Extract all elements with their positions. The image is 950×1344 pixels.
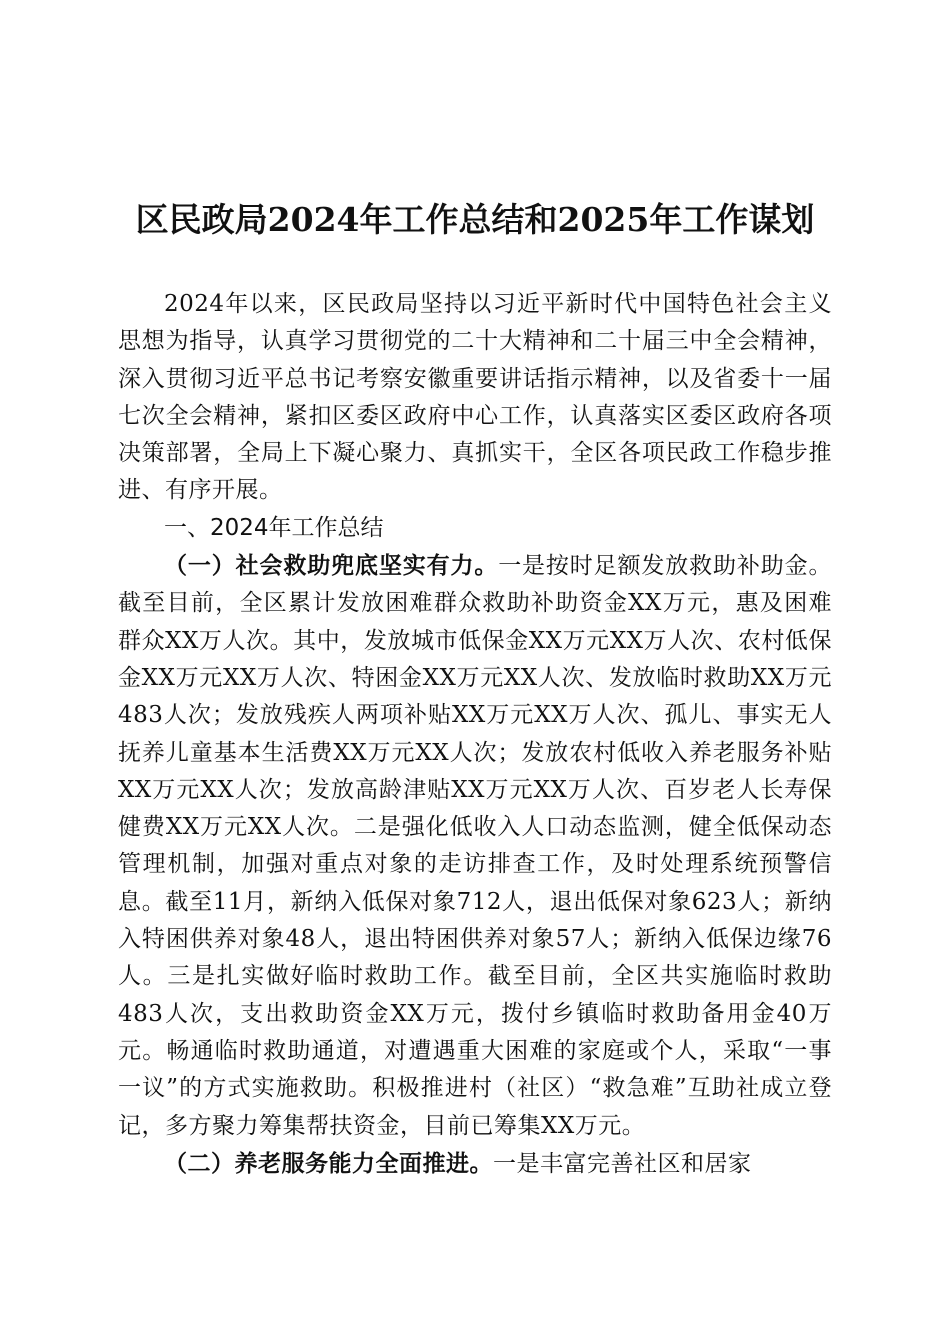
intro-paragraph: 2024年以来，区民政局坚持以习近平新时代中国特色社会主义思想为指导，认真学习贯彻党的二十大精神和二十届三中全会精神，深入贯彻习近平总书记考察安徽重要讲话指示精神，以及省委十一届七次全会精神，紧扣区委区政府中心工作，认真落实区委区政府各项决策部署，全局上下凝心聚力、真抓实干，全区各项民政工作稳步推进、有序开展。 bbox=[118, 291, 832, 504]
subsection-1-heading: （一）社会救助兜底坚实有力。 bbox=[164, 552, 499, 580]
subsection-2-paragraph bbox=[118, 1145, 832, 1183]
subsection-1-paragraph bbox=[118, 547, 832, 1145]
section-heading: 一、2024年工作总结 bbox=[164, 514, 384, 541]
subsection-2-body: 一是丰富完善社区和居家 bbox=[493, 1150, 752, 1177]
document-body bbox=[118, 286, 832, 1183]
subsection-1-body: 一是按时足额发放救助补助金。截至目前，全区累计发放困难群众救助补助资金XX万元，惠及困难群众XX万人次。其中，发放城市低保金XX万元XX万人次、农村低保金XX万元XX万人次、特困金XX万元XX人次、发放临时救助XX万元483人次；发放残疾人两项补贴XX万元XX万人次、孤儿、事实无人抚养儿童基本生活费XX万元XX人次；发放农村低收入养老服务补贴XX万元XX人次；发放高龄津贴XX万元XX万人次、百岁老人长寿保健费XX万元XX人次。二是强化低收入人口动态监测，健全低保动态管理机制，加强对重点对象的走访排查工作，及时处理系统预警信息。截至11月，新纳入低保对象712人，退出低保对象623人；新纳入特困供养对象48人，退出特困供养对象57人；新纳入低保边缘76人。三是扎实做好临时救助工作。截至目前，全区共实施临时救助483人次，支出救助资金XX万元，拨付乡镇临时救助备用金40万元。畅通临时救助通道，对遭遇重大困难的家庭或个人，采取“一事一议”的方式实施救助。积极推进村（社区）“救急难”互助社成立登记，多方聚力筹集帮扶资金，目前已筹集XX万元。 bbox=[118, 553, 833, 1139]
page-title: 区民政局2024年工作总结和2025年工作谋划 bbox=[135, 200, 815, 239]
subsection-2-heading: （二）养老服务能力全面推进。 bbox=[164, 1149, 493, 1177]
document-page bbox=[118, 0, 832, 1344]
